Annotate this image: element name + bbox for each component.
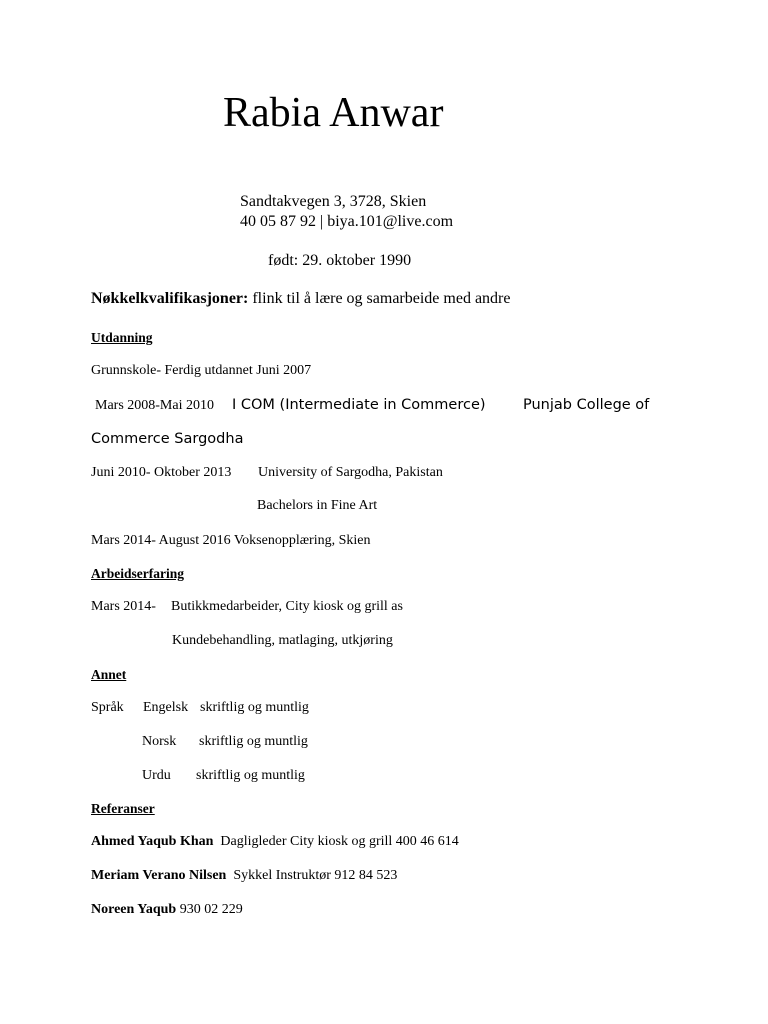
education-line-icom-school: Punjab College of: [523, 397, 650, 413]
education-line-university-date: Juni 2010- Oktober 2013: [91, 465, 232, 480]
education-line-university-name: University of Sargodha, Pakistan: [258, 465, 443, 480]
language-level: skriftlig og muntlig: [196, 768, 305, 783]
reference-name: Noreen Yaqub: [91, 902, 177, 917]
reference-item: [91, 901, 243, 919]
address: Sandtakvegen 3, 3728, Skien: [240, 193, 427, 210]
work-date: Mars 2014-: [91, 599, 156, 614]
language-name: Urdu: [142, 768, 171, 783]
birth-date: født: 29. oktober 1990: [268, 252, 412, 269]
key-qualifications-label: Nøkkelkvalifikasjoner:: [91, 290, 249, 307]
education-line-university-degree: Bachelors in Fine Art: [257, 498, 378, 513]
education-line-icom-school-cont: Commerce Sargodha: [91, 431, 244, 447]
reference-detail: 930 02 229: [179, 902, 243, 917]
work-duties: Kundebehandling, matlaging, utkjøring: [172, 633, 393, 648]
work-heading: Arbeidserfaring: [91, 566, 184, 581]
reference-item: [91, 833, 459, 851]
reference-detail: Dagligleder City kiosk og grill 400 46 614: [220, 834, 459, 849]
reference-detail: Sykkel Instruktør 912 84 523: [233, 868, 398, 883]
education-line-icom-date: Mars 2008-Mai 2010: [95, 398, 214, 413]
work-title: Butikkmedarbeider, City kiosk og grill as: [171, 599, 403, 614]
education-line-icom-course: I COM (Intermediate in Commerce): [232, 397, 486, 413]
other-heading: Annet: [91, 667, 127, 682]
key-qualifications: [91, 289, 510, 309]
education-line-adult-education: Mars 2014- August 2016 Voksenopplæring, Skien: [91, 533, 371, 548]
reference-item: [91, 867, 397, 885]
language-level: skriftlig og muntlig: [199, 734, 308, 749]
language-name: Norsk: [142, 734, 177, 749]
reference-name: Ahmed Yaqub Khan: [91, 834, 214, 849]
references-heading: Referanser: [91, 801, 155, 816]
education-line-primary-school: Grunnskole- Ferdig utdannet Juni 2007: [91, 363, 312, 378]
phone-email: 40 05 87 92 | biya.101@live.com: [240, 213, 454, 230]
education-heading: Utdanning: [91, 330, 153, 345]
reference-name: Meriam Verano Nilsen: [91, 868, 227, 883]
key-qualifications-text: flink til å lære og samarbeide med andre: [248, 290, 511, 307]
language-level: skriftlig og muntlig: [200, 700, 309, 715]
resume-name: Rabia Anwar: [223, 90, 444, 136]
language-label: Språk: [91, 700, 124, 715]
language-name: Engelsk: [143, 700, 189, 715]
